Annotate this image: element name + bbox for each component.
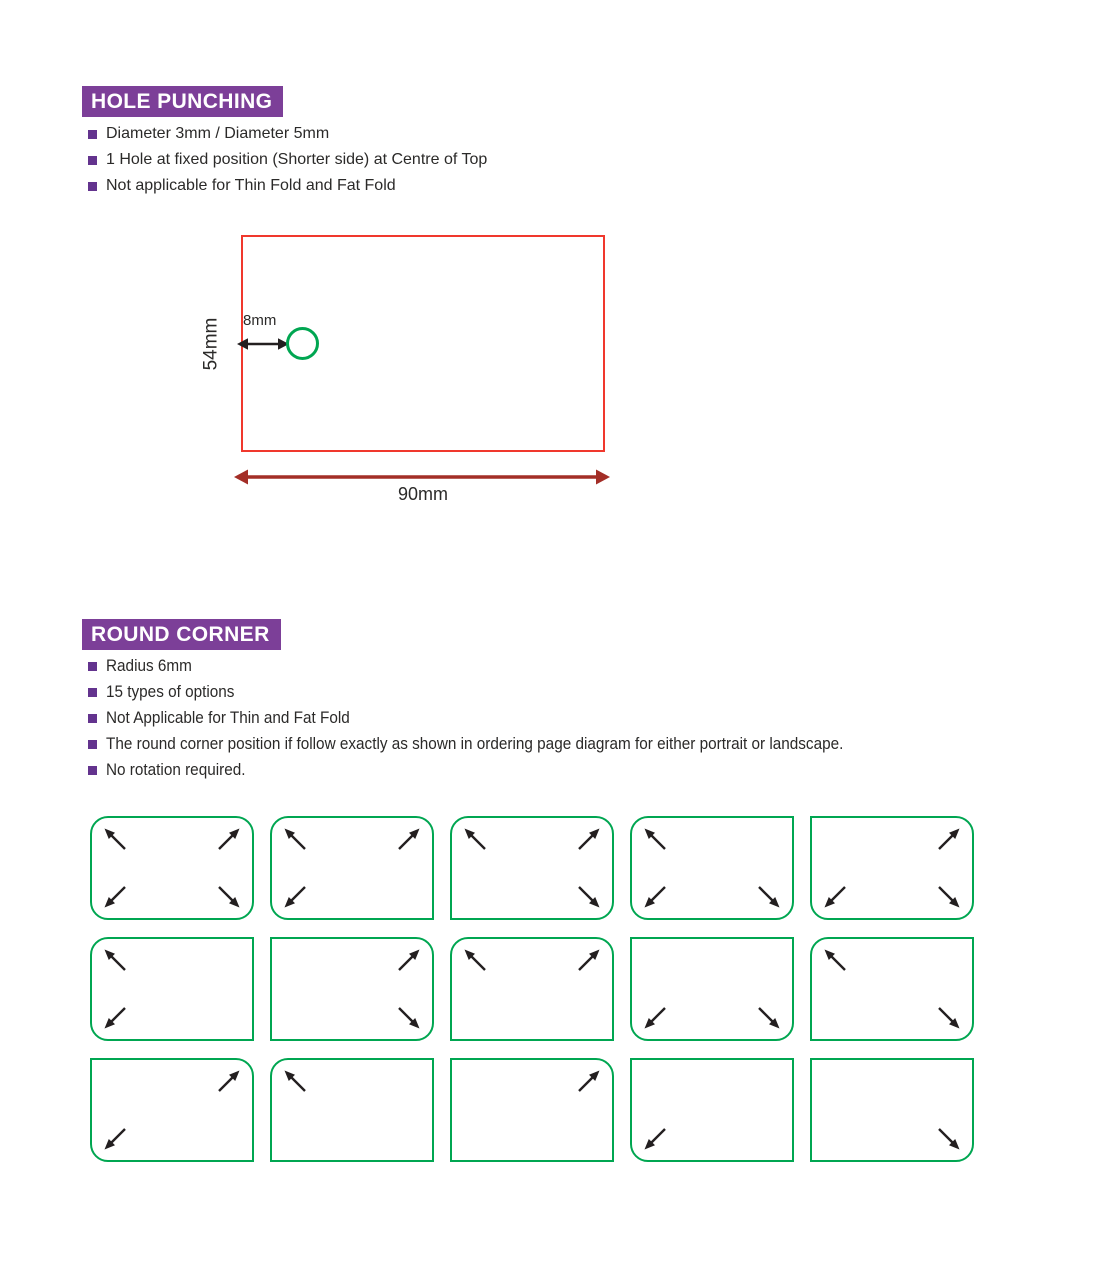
bullet-item — [88, 705, 925, 731]
corner-arrow-icon — [642, 884, 668, 910]
round-corner-card — [270, 1058, 434, 1162]
corner-arrow-icon — [396, 1005, 422, 1031]
corner-arrow-icon — [282, 826, 308, 852]
corner-arrow-icon — [396, 947, 422, 973]
corner-arrow-icon — [216, 826, 242, 852]
bullet-text: The round corner position if follow exactly as shown in ordering page diagram for either portrait or landscape. — [106, 734, 844, 753]
corner-arrow-icon — [576, 1068, 602, 1094]
corner-arrow-icon — [462, 826, 488, 852]
corner-arrow-icon — [642, 1005, 668, 1031]
bullet-square-icon — [88, 766, 97, 775]
corner-arrow-icon — [462, 947, 488, 973]
round-corner-card — [630, 1058, 794, 1162]
bullet-square-icon — [88, 662, 97, 671]
round-corner-header: ROUND CORNER — [82, 619, 281, 650]
bullet-item — [88, 679, 925, 705]
corner-arrow-icon — [102, 947, 128, 973]
round-corner-card — [810, 1058, 974, 1162]
round-corner-card — [810, 937, 974, 1041]
bullet-text: Diameter 3mm / Diameter 5mm — [106, 125, 330, 142]
corner-arrow-icon — [822, 884, 848, 910]
corner-arrow-icon — [216, 1068, 242, 1094]
bullet-text: Not Applicable for Thin and Fat Fold — [106, 708, 350, 727]
hole-punching-header: HOLE PUNCHING — [82, 86, 283, 117]
corner-arrow-icon — [936, 1126, 962, 1152]
hole-punching-bullets — [88, 121, 487, 199]
corner-arrow-icon — [102, 1005, 128, 1031]
corner-arrow-icon — [396, 826, 422, 852]
bullet-square-icon — [88, 714, 97, 723]
round-corner-card — [270, 937, 434, 1041]
corner-arrow-icon — [576, 884, 602, 910]
bullet-square-icon — [88, 156, 97, 165]
round-corner-bullets — [88, 653, 925, 783]
corner-arrow-icon — [936, 826, 962, 852]
corner-arrow-icon — [102, 884, 128, 910]
bullet-square-icon — [88, 182, 97, 191]
bullet-text: Not applicable for Thin Fold and Fat Fold — [106, 177, 396, 194]
corner-arrow-icon — [936, 1005, 962, 1031]
bullet-item — [88, 731, 925, 757]
round-corner-card — [90, 937, 254, 1041]
bullet-item — [88, 653, 925, 679]
bullet-text: 15 types of options — [106, 682, 235, 701]
width-dimension-label: 90mm — [397, 484, 448, 504]
bullet-square-icon — [88, 688, 97, 697]
corner-arrow-icon — [576, 947, 602, 973]
bullet-text: 1 Hole at fixed position (Shorter side) at Centre of Top — [106, 151, 488, 168]
corner-arrow-icon — [102, 1126, 128, 1152]
corner-arrow-icon — [642, 826, 668, 852]
bullet-square-icon — [88, 740, 97, 749]
bullet-item — [88, 147, 487, 173]
round-corner-card — [450, 937, 614, 1041]
offset-dimension-arrow-icon — [236, 335, 290, 353]
hole-circle — [286, 327, 319, 360]
bullet-item — [88, 121, 487, 147]
bullet-item — [88, 757, 925, 783]
corner-arrow-icon — [642, 1126, 668, 1152]
offset-dimension-label: 8mm — [243, 312, 277, 329]
corner-arrow-icon — [282, 1068, 308, 1094]
corner-arrow-icon — [756, 884, 782, 910]
bullet-item — [88, 173, 487, 199]
round-corner-card — [90, 816, 254, 920]
corner-arrow-icon — [576, 826, 602, 852]
round-corner-grid — [90, 816, 974, 1162]
round-corner-card — [630, 937, 794, 1041]
height-dimension — [194, 235, 228, 452]
corner-arrow-icon — [756, 1005, 782, 1031]
corner-arrow-icon — [102, 826, 128, 852]
round-corner-card — [90, 1058, 254, 1162]
corner-arrow-icon — [936, 884, 962, 910]
corner-arrow-icon — [216, 884, 242, 910]
round-corner-card — [450, 816, 614, 920]
round-corner-card — [270, 816, 434, 920]
round-corner-card — [630, 816, 794, 920]
corner-arrow-icon — [282, 884, 308, 910]
corner-arrow-icon — [822, 947, 848, 973]
bullet-square-icon — [88, 130, 97, 139]
round-corner-card — [810, 816, 974, 920]
round-corner-card — [450, 1058, 614, 1162]
bullet-text: No rotation required. — [106, 760, 246, 779]
bullet-text: Radius 6mm — [106, 656, 192, 675]
height-dimension-label: 54mm — [200, 317, 222, 370]
